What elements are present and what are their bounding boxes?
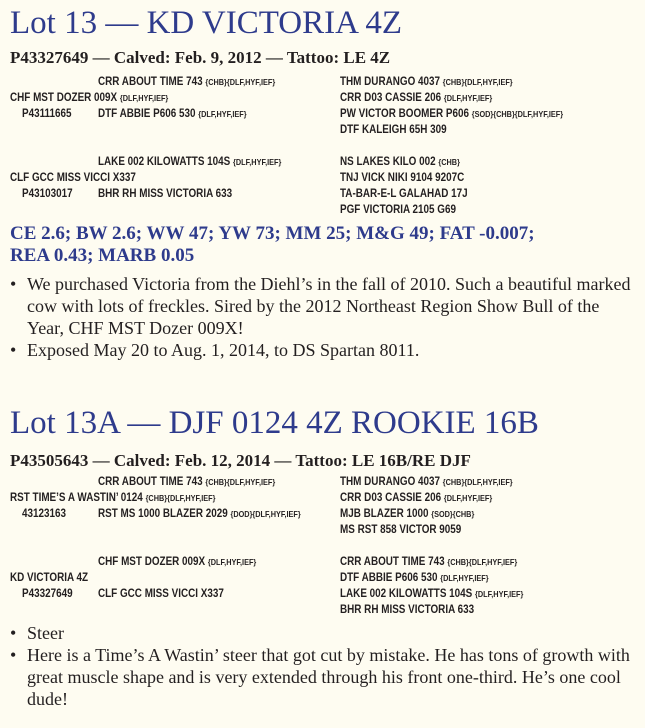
pedigree-dam: KD VICTORIA 4Z [10,572,89,584]
lot-title: Lot 13A — DJF 0124 4Z ROOKIE 16B [10,405,539,441]
epd-line-1: CE 2.6; BW 2.6; WW 47; YW 73; MM 25; M&G 49; FAT -0.007; [10,223,535,244]
pedigree-sire-dam: DTF ABBIE P606 530 {DLF,HYF,IEF} [98,108,247,120]
pedigree-sds: PW VICTOR BOOMER P606 {SOD}{CHB}{DLF,HYF,IEF} [340,108,564,120]
pedigree-sire-sire: CRR ABOUT TIME 743 {CHB}{DLF,HYF,IEF} [98,476,276,488]
pedigree-dam-dam-reg: P43103017 [22,188,73,200]
pedigree-sire-dam: RST MS 1000 BLAZER 2029 {DOD}{DLF,HYF,IEF} [98,508,301,520]
pedigree-dam-dam: CLF GCC MISS VICCI X337 [98,588,224,600]
note-item: • Steer [10,623,64,643]
registration-line: P43327649 — Calved: Feb. 9, 2012 — Tattoo: LE 4Z [10,48,391,67]
pedigree-dds: LAKE 002 KILOWATTS 104S {DLF,HYF,IEF} [340,588,524,600]
pedigree-sdd: MS RST 858 VICTOR 9059 [340,524,462,536]
lot-title: Lot 13 — KD VICTORIA 4Z [10,5,403,41]
registration-line: P43505643 — Calved: Feb. 12, 2014 — Tattoo: LE 16B/RE DJF [10,451,471,470]
pedigree-sss: THM DURANGO 4037 {CHB}{DLF,HYF,IEF} [340,476,513,488]
pedigree-sire: CHF MST DOZER 009X {DLF,HYF,IEF} [10,92,169,104]
pedigree-dsd: DTF ABBIE P606 530 {DLF,HYF,IEF} [340,572,489,584]
pedigree-dam-sire: LAKE 002 KILOWATTS 104S {DLF,HYF,IEF} [98,156,282,168]
lot-notes [10,273,640,361]
pedigree-ssd: CRR D03 CASSIE 206 {DLF,HYF,IEF} [340,92,493,104]
pedigree-dds: TA-BAR-E-L GALAHAD 17J [340,188,468,200]
epd-values [10,223,640,267]
pedigree-ssd: CRR D03 CASSIE 206 {DLF,HYF,IEF} [340,492,493,504]
note-item: • Here is a Time’s A Wastin’ steer that got cut by mistake. He has tons of growth with great muscle shape and is very extended through his front one-third. He’s one cool dude! [10,645,630,709]
pedigree-dss: CRR ABOUT TIME 743 {CHB}{DLF,HYF,IEF} [340,556,518,568]
bullet-icon: • [10,340,17,360]
pedigree-dam-dam-reg: P43327649 [22,588,73,600]
bullet-icon: • [10,645,17,665]
lot-notes [10,622,640,710]
pedigree-dam: CLF GCC MISS VICCI X337 [10,172,136,184]
note-item: • Exposed May 20 to Aug. 1, 2014, to DS Spartan 8011. [10,340,420,360]
pedigree-dss: NS LAKES KILO 002 {CHB} [340,156,460,168]
epd-line-2: REA 0.43; MARB 0.05 [10,245,195,266]
pedigree-ddd: PGF VICTORIA 2105 G69 [340,204,456,216]
pedigree-sss: THM DURANGO 4037 {CHB}{DLF,HYF,IEF} [340,76,513,88]
bullet-icon: • [10,274,17,294]
pedigree-sire-dam-reg: P43111665 [22,108,72,120]
pedigree-sire-sire: CRR ABOUT TIME 743 {CHB}{DLF,HYF,IEF} [98,76,276,88]
note-item: • We purchased Victoria from the Diehl’s in the fall of 2010. Such a beautiful marked cow with lots of freckles. Sired by the 2012 Northeast Region Show Bull of the Year, CHF MST Dozer 009X! [10,274,631,338]
bullet-icon: • [10,623,17,643]
pedigree-ddd: BHR RH MISS VICTORIA 633 [340,604,475,616]
pedigree-sire: RST TIME’S A WASTIN’ 0124 {CHB}{DLF,HYF,IEF} [10,492,216,504]
pedigree-dam-sire: CHF MST DOZER 009X {DLF,HYF,IEF} [98,556,257,568]
pedigree-sds: MJB BLAZER 1000 {SOD}{CHB} [340,508,475,520]
pedigree-dam-dam: BHR RH MISS VICTORIA 633 [98,188,233,200]
pedigree-sdd: DTF KALEIGH 65H 309 [340,124,447,136]
pedigree-dsd: TNJ VICK NIKI 9104 9207C [340,172,465,184]
pedigree-sire-dam-reg: 43123163 [22,508,67,520]
